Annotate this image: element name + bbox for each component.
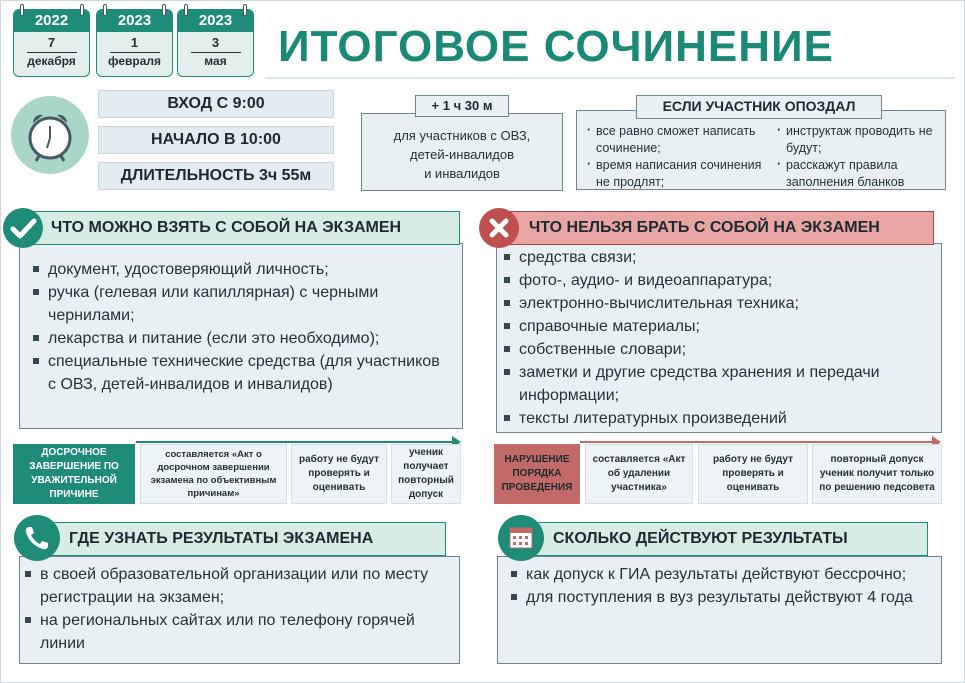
calendar-day: 1 [130, 35, 139, 50]
calendar-ring-icon [243, 4, 247, 16]
results-where-item: на региональных сайтах или по телефону горячей линии [22, 609, 449, 655]
late-item: · инструктаж проводить не будут; [777, 123, 945, 157]
late-item: · расскажут правила заполнения бланков [777, 157, 945, 191]
calendar-date-3 [177, 9, 254, 77]
calendar-date-1 [13, 9, 90, 77]
extra-time-text: для участников с ОВЗ, [393, 128, 531, 143]
forbidden-title: ЧТО НЕЛЬЗЯ БРАТЬ С СОБОЙ НА ЭКЗАМЕН [498, 211, 934, 245]
violation-step: составляется «Акт об удалении участника» [585, 444, 693, 504]
start-time: НАЧАЛО В 10:00 [98, 126, 334, 154]
calendar-ring-icon [80, 4, 84, 16]
late-panel [576, 110, 946, 190]
early-finish-step: составляется «Акт о досрочном завершении экзамена по объективным причинам» [140, 444, 287, 504]
early-finish-step: работу не будут проверять и оценивать [291, 444, 387, 504]
results-where-title: ГДЕ УЗНАТЬ РЕЗУЛЬТАТЫ ЭКЗАМЕНА [30, 522, 446, 556]
early-finish-step: ученик получает повторный допуск [391, 444, 461, 504]
calendar-day: 7 [47, 35, 56, 50]
allowed-item: специальные технические средства (для участников с ОВЗ, детей-инвалидов и инвалидов) [30, 350, 452, 396]
allowed-title: ЧТО МОЖНО ВЗЯТЬ С СОБОЙ НА ЭКЗАМЕН [22, 211, 460, 245]
checkmark-icon [3, 208, 43, 248]
calendar-grid-icon [498, 515, 544, 561]
calendar-month: мая [204, 54, 227, 68]
results-where-item: в своей образовательной организации или по месту регистрации на экзамен; [22, 563, 449, 609]
forbidden-item: тексты литературных произведений [501, 407, 935, 430]
results-valid-item: для поступления в вуз результаты действуют 4 года [508, 586, 931, 609]
late-item: · все равно сможет написать сочинение; [587, 123, 763, 157]
forbidden-item: собственные словари; [501, 338, 935, 361]
entry-time: ВХОД С 9:00 [98, 90, 334, 118]
title-divider [265, 77, 955, 79]
late-title: ЕСЛИ УЧАСТНИК ОПОЗДАЛ [636, 95, 882, 119]
early-finish-label: ДОСРОЧНОЕ ЗАВЕРШЕНИЕ ПО УВАЖИТЕЛЬНОЙ ПРИЧИНЕ [13, 444, 135, 504]
forbidden-item: справочные материалы; [501, 315, 935, 338]
alarm-clock-icon [11, 96, 89, 174]
extra-time-label: + 1 ч 30 м [415, 95, 509, 117]
allowed-item: документ, удостоверяющий личность; [30, 258, 452, 281]
allowed-panel [19, 243, 463, 429]
calendar-year: 2023 [178, 10, 253, 32]
results-where-panel [19, 556, 460, 664]
forbidden-item: средства связи; [501, 246, 935, 269]
flow-arrow-line [580, 441, 936, 443]
late-item: · время написания сочинения не продлят; [587, 157, 763, 191]
cross-icon [479, 208, 519, 248]
results-valid-item: как допуск к ГИА результаты действуют бессрочно; [508, 563, 931, 586]
phone-icon [14, 515, 60, 561]
flow-arrow-line [136, 441, 458, 443]
duration: ДЛИТЕЛЬНОСТЬ 3ч 55м [98, 162, 334, 190]
calendar-year: 2022 [14, 10, 89, 32]
forbidden-item: электронно-вычислительная техника; [501, 292, 935, 315]
results-valid-title: СКОЛЬКО ДЕЙСТВУЮТ РЕЗУЛЬТАТЫ [512, 522, 928, 556]
forbidden-item: заметки и другие средства хранения и передачи информации; [501, 361, 935, 407]
violation-step: повторный допуск ученик получит только по решению педсовета [812, 444, 942, 504]
calendar-year: 2023 [97, 10, 172, 32]
calendar-date-2 [96, 9, 173, 77]
calendar-ring-icon [103, 4, 107, 16]
allowed-item: лекарства и питание (если это необходимо); [30, 327, 452, 350]
calendar-month: февраля [107, 54, 162, 68]
extra-time-text: и инвалидов [424, 166, 500, 181]
forbidden-panel [496, 243, 942, 433]
calendar-day: 3 [211, 35, 220, 50]
allowed-item: ручка (гелевая или капиллярная) с черными чернилами; [30, 281, 452, 327]
violation-label: НАРУШЕНИЕ ПОРЯДКА ПРОВЕДЕНИЯ [494, 444, 580, 504]
violation-step: работу не будут проверять и оценивать [698, 444, 808, 504]
calendar-ring-icon [184, 4, 188, 16]
extra-time-panel [361, 113, 563, 191]
page-title: ИТОГОВОЕ СОЧИНЕНИЕ [278, 22, 835, 71]
forbidden-item: фото-, аудио- и видеоаппаратура; [501, 269, 935, 292]
calendar-ring-icon [20, 4, 24, 16]
extra-time-text: детей-инвалидов [409, 147, 514, 162]
calendar-month: декабря [27, 54, 76, 68]
calendar-ring-icon [162, 4, 166, 16]
results-valid-panel [497, 556, 942, 664]
